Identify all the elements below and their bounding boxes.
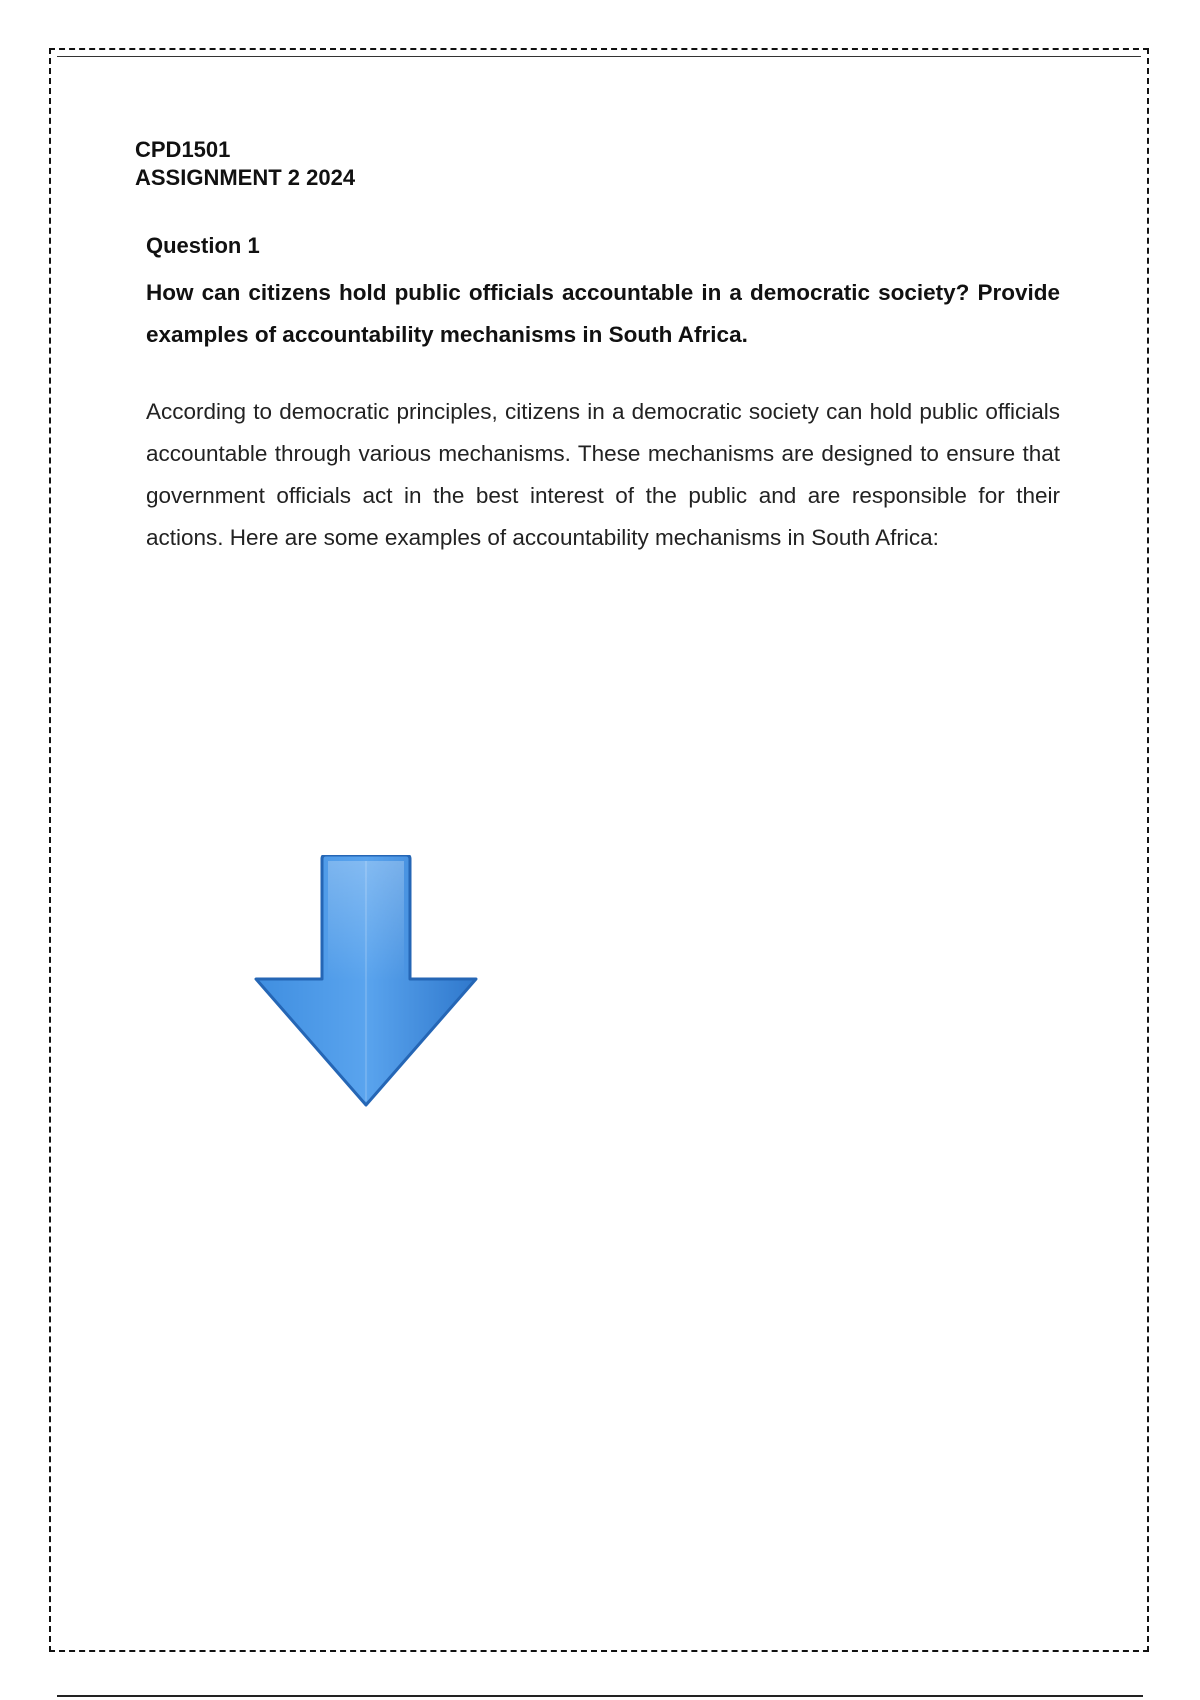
course-code: CPD1501 — [135, 137, 231, 162]
question-block — [146, 232, 1060, 356]
answer-intro-paragraph: According to democratic principles, citizens in a democratic society can hold public officials accountable through various mechanisms. These mechanisms are designed to ensure that government officials act in the best interest of the public and are responsible for their actions. Here are some examples of accountability mechanisms in South Africa: — [146, 399, 1060, 550]
footer-rule — [57, 1695, 1143, 1697]
question-label: Question 1 — [146, 233, 260, 258]
assignment-title: ASSIGNMENT 2 2024 — [135, 165, 356, 190]
page-border-inner-line — [57, 56, 1141, 57]
document-header — [135, 136, 355, 192]
question-text: How can citizens hold public officials accountable in a democratic society? Provide examples of accountability mechanisms in South Africa. — [146, 280, 1060, 347]
down-arrow-icon — [254, 855, 479, 1107]
